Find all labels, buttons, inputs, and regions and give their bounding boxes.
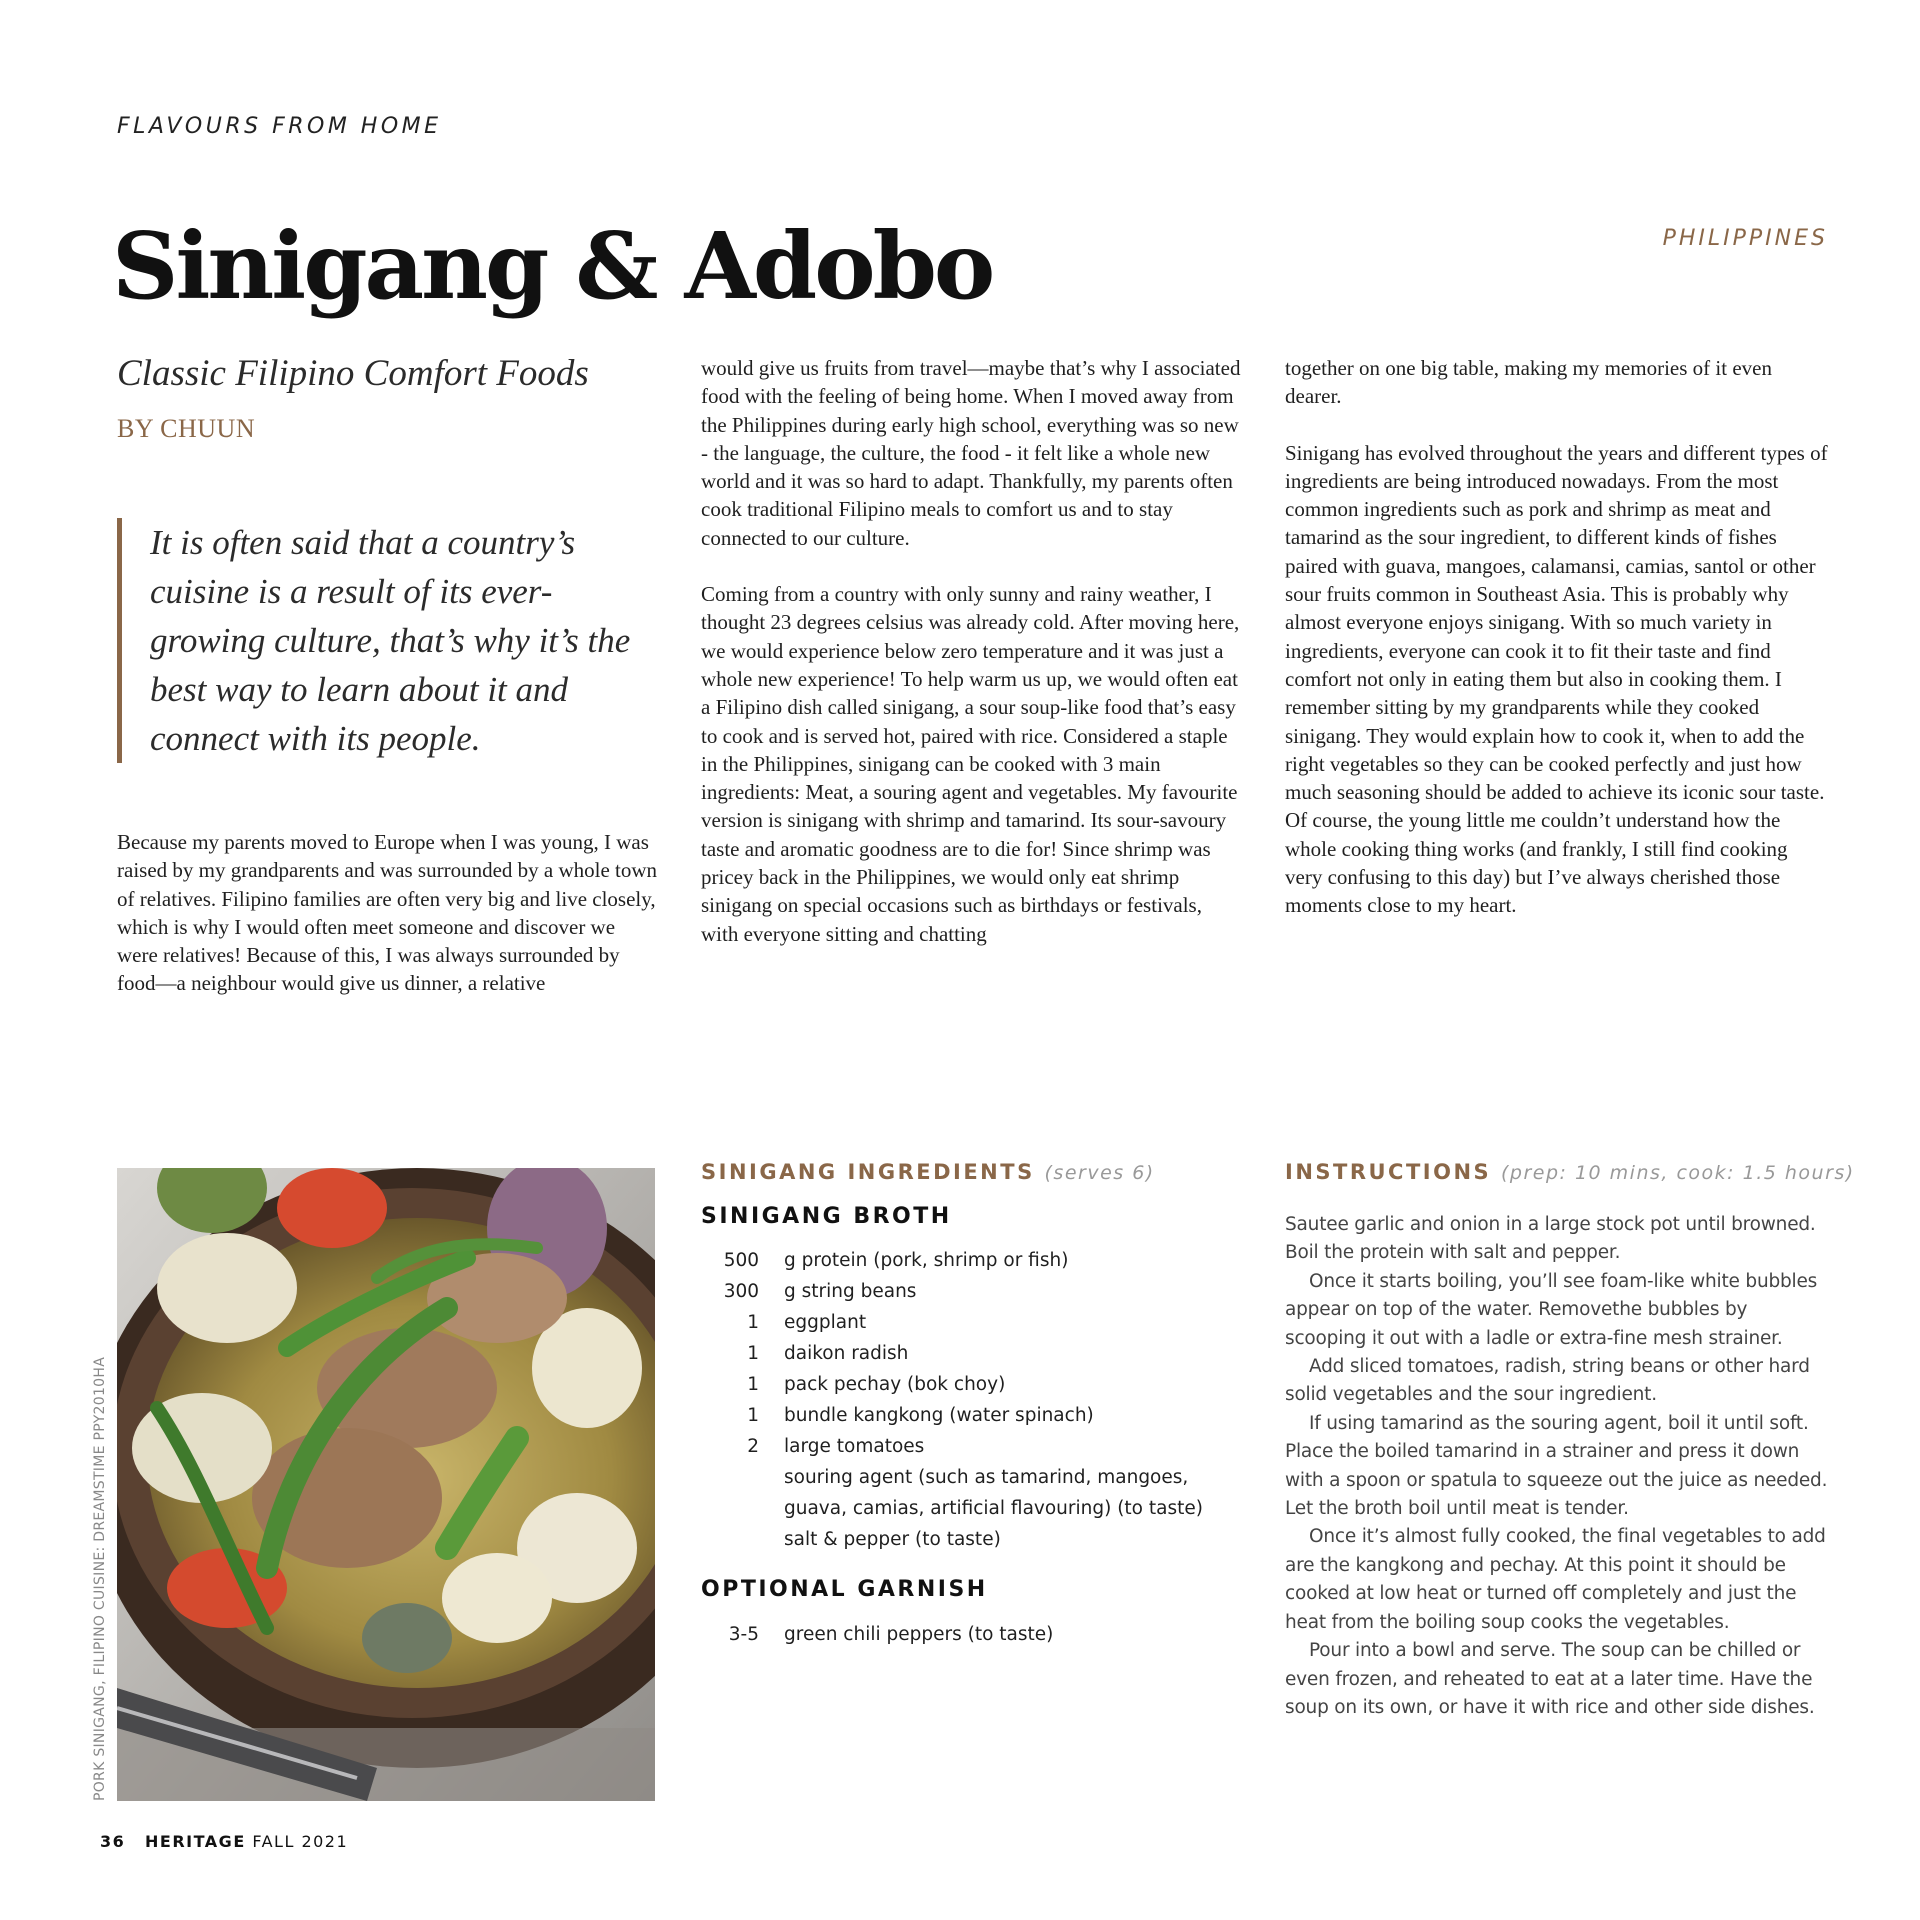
ingredient-row <box>701 1431 1214 1462</box>
instruction-step: If using tamarind as the souring agent, boil it until soft. Place the boiled tamarind in a strainer and press it down with a spoon or spatula to squeeze out the juice as needed. <box>1285 1412 1828 1491</box>
issue-label: FALL 2021 <box>252 1832 349 1851</box>
pull-quote: It is often said that a country’s cuisine is a result of its ever-growing culture, that’s why it’s the best way to learn about it and connect with its people. <box>117 518 657 763</box>
ingredient-name: g string beans <box>784 1281 917 1302</box>
ingredient-name: salt & pepper (to taste) <box>784 1529 1001 1550</box>
region-label: PHILIPPINES <box>1662 226 1828 251</box>
ingredient-name: green chili peppers (to taste) <box>784 1624 1054 1645</box>
magazine-name: HERITAGE <box>145 1832 246 1851</box>
garnish-ingredient-list <box>701 1619 1214 1650</box>
instruction-step: Pour into a bowl and serve. The soup can be chilled or even frozen, and reheated to eat at a later time. Have the soup on its own, or have it with rice and other side dishes. <box>1285 1640 1815 1718</box>
ingredient-name: bundle kangkong (water spinach) <box>784 1405 1094 1426</box>
body-paragraph: would give us fruits from travel—maybe that’s why I associated food with the feeling of being home. When I moved away from the Philippines during early high school, everything was so new - the language, the culture, the food - it felt like a whole new world and it was so hard to adapt. Thankfully, my parents often cook traditional Filipino meals to comfort us and to stay connected to our culture. <box>701 356 1241 550</box>
ingredient-name: pack pechay (bok choy) <box>784 1374 1006 1395</box>
body-column-3 <box>1285 354 1830 920</box>
ingredient-row <box>701 1524 1214 1555</box>
ingredient-name: souring agent (such as tamarind, mangoes, guava, camias, artificial flavouring) (to taste) <box>784 1467 1203 1519</box>
ingredient-qty <box>701 1524 759 1555</box>
instruction-step: Once it starts boiling, you’ll see foam-like white bubbles appear on top of the water. Removethe bubbles by scooping it out with a ladle or extra-fine mesh strainer. <box>1285 1270 1818 1349</box>
page-footer <box>100 1832 348 1851</box>
article-byline: BY CHUUN <box>117 414 256 443</box>
ingredient-row <box>701 1400 1214 1431</box>
section-label: FLAVOURS FROM HOME <box>117 114 442 139</box>
body-paragraph: Coming from a country with only sunny and rainy weather, I thought 23 degrees celsius was already cold. After moving here, we would experience below zero temperature and it was just a whole new experience! To help warm us up, we would often eat a Filipino dish called sinigang, a sour soup-like food that’s easy to cook and is served hot, paired with rice. Considered a staple in the Philippines, sinigang can be cooked with 3 main ingredients: Meat, a souring agent and vegetables. My favourite version is sinigang with shrimp and tamarind. Its sour-savoury taste and aromatic goodness are to die for! Since shrimp was pricey back in the Philippines, we would only eat shrimp sinigang on special occasions such as birthdays or festivals, with everyone sitting and chatting <box>701 582 1240 946</box>
broth-heading: SINIGANG BROTH <box>701 1204 952 1229</box>
ingredient-row <box>701 1245 1214 1276</box>
ingredient-qty: 1 <box>747 1312 759 1333</box>
ingredients-heading-label: SINIGANG INGREDIENTS <box>701 1160 1035 1184</box>
instructions-heading-label: INSTRUCTIONS <box>1285 1160 1492 1184</box>
ingredient-row <box>701 1369 1214 1400</box>
instruction-step: Once it’s almost fully cooked, the final vegetables to add are the kangkong and pechay. At this point it should be cooked at low heat or turned off completely and just the heat from the boiling soup cooks the vegetables. <box>1285 1526 1826 1633</box>
article-title: Sinigang & Adobo <box>112 212 993 320</box>
article-subtitle: Classic Filipino Comfort Foods <box>117 353 589 394</box>
ingredient-name: large tomatoes <box>784 1436 925 1457</box>
photo-credit: PORK SINIGANG, FILIPINO CUISINE: DREAMSTIME PPY2010HA <box>92 1356 108 1801</box>
instruction-step: Let the broth boil until meat is tender. <box>1285 1498 1629 1520</box>
ingredient-qty: 1 <box>747 1405 759 1426</box>
body-paragraph: together on one big table, making my memories of it even dearer. <box>1285 356 1772 409</box>
page-number: 36 <box>100 1832 126 1851</box>
ingredient-qty: 500 <box>723 1250 759 1271</box>
ingredient-qty: 300 <box>723 1281 759 1302</box>
ingredients-heading <box>701 1160 1155 1184</box>
ingredient-row <box>701 1338 1214 1369</box>
instructions-text <box>1285 1211 1830 1722</box>
ingredient-qty: 2 <box>747 1436 759 1457</box>
ingredient-row <box>701 1276 1214 1307</box>
soup-bowl-illustration <box>117 1168 655 1801</box>
instruction-step: Sautee garlic and onion in a large stock pot until browned. Boil the protein with salt and pepper. <box>1285 1214 1816 1264</box>
instructions-heading <box>1285 1160 1855 1184</box>
body-column-2 <box>701 354 1244 948</box>
sinigang-photo <box>117 1168 655 1801</box>
garnish-heading: OPTIONAL GARNISH <box>701 1577 988 1602</box>
instructions-time-note: (prep: 10 mins, cook: 1.5 hours) <box>1500 1162 1855 1184</box>
ingredient-row <box>701 1619 1214 1650</box>
ingredient-row <box>701 1462 1214 1524</box>
ingredient-name: g protein (pork, shrimp or fish) <box>784 1250 1069 1271</box>
instruction-step: Add sliced tomatoes, radish, string beans or other hard solid vegetables and the sour ingredient. <box>1285 1356 1810 1406</box>
serves-note: (serves 6) <box>1044 1162 1155 1184</box>
body-paragraph: Because my parents moved to Europe when I was young, I was raised by my grandparents and was surrounded by a whole town of relatives. Filipino families are often very big and live closely, which is why I would often meet someone and discover we were relatives! Because of this, I was always surrounded by food—a neighbour would give us dinner, a relative <box>117 830 658 996</box>
ingredient-row <box>701 1307 1214 1338</box>
body-paragraph: Sinigang has evolved throughout the years and different types of ingredients are being introduced nowadays. From the most common ingredients such as pork and shrimp as meat and tamarind as the sour ingredient, to different kinds of fishes paired with guava, mangoes, calamansi, camias, santol or other sour fruits common in Southeast Asia. This is probably why almost everyone enjoys sinigang. With so much variety in ingredients, everyone can cook it to fit their taste and find comfort not only in eating them but also in cooking them. I remember sitting by my grandparents while they cooked sinigang. They would explain how to cook it, when to add the right vegetables so they can be cooked perfectly and just how much seasoning should be added to achieve its iconic sour taste. Of course, the young little me couldn’t understand how the whole cooking thing works (and frankly, I still find cooking very confusing to this day) but I’ve always cherished those moments close to my heart. <box>1285 440 1828 918</box>
ingredient-qty <box>701 1462 759 1524</box>
ingredient-name: eggplant <box>784 1312 867 1333</box>
ingredient-qty: 3-5 <box>728 1624 759 1645</box>
ingredient-qty: 1 <box>747 1343 759 1364</box>
broth-ingredient-list <box>701 1245 1214 1555</box>
ingredient-name: daikon radish <box>784 1343 909 1364</box>
body-column-1 <box>117 828 660 998</box>
ingredient-qty: 1 <box>747 1374 759 1395</box>
